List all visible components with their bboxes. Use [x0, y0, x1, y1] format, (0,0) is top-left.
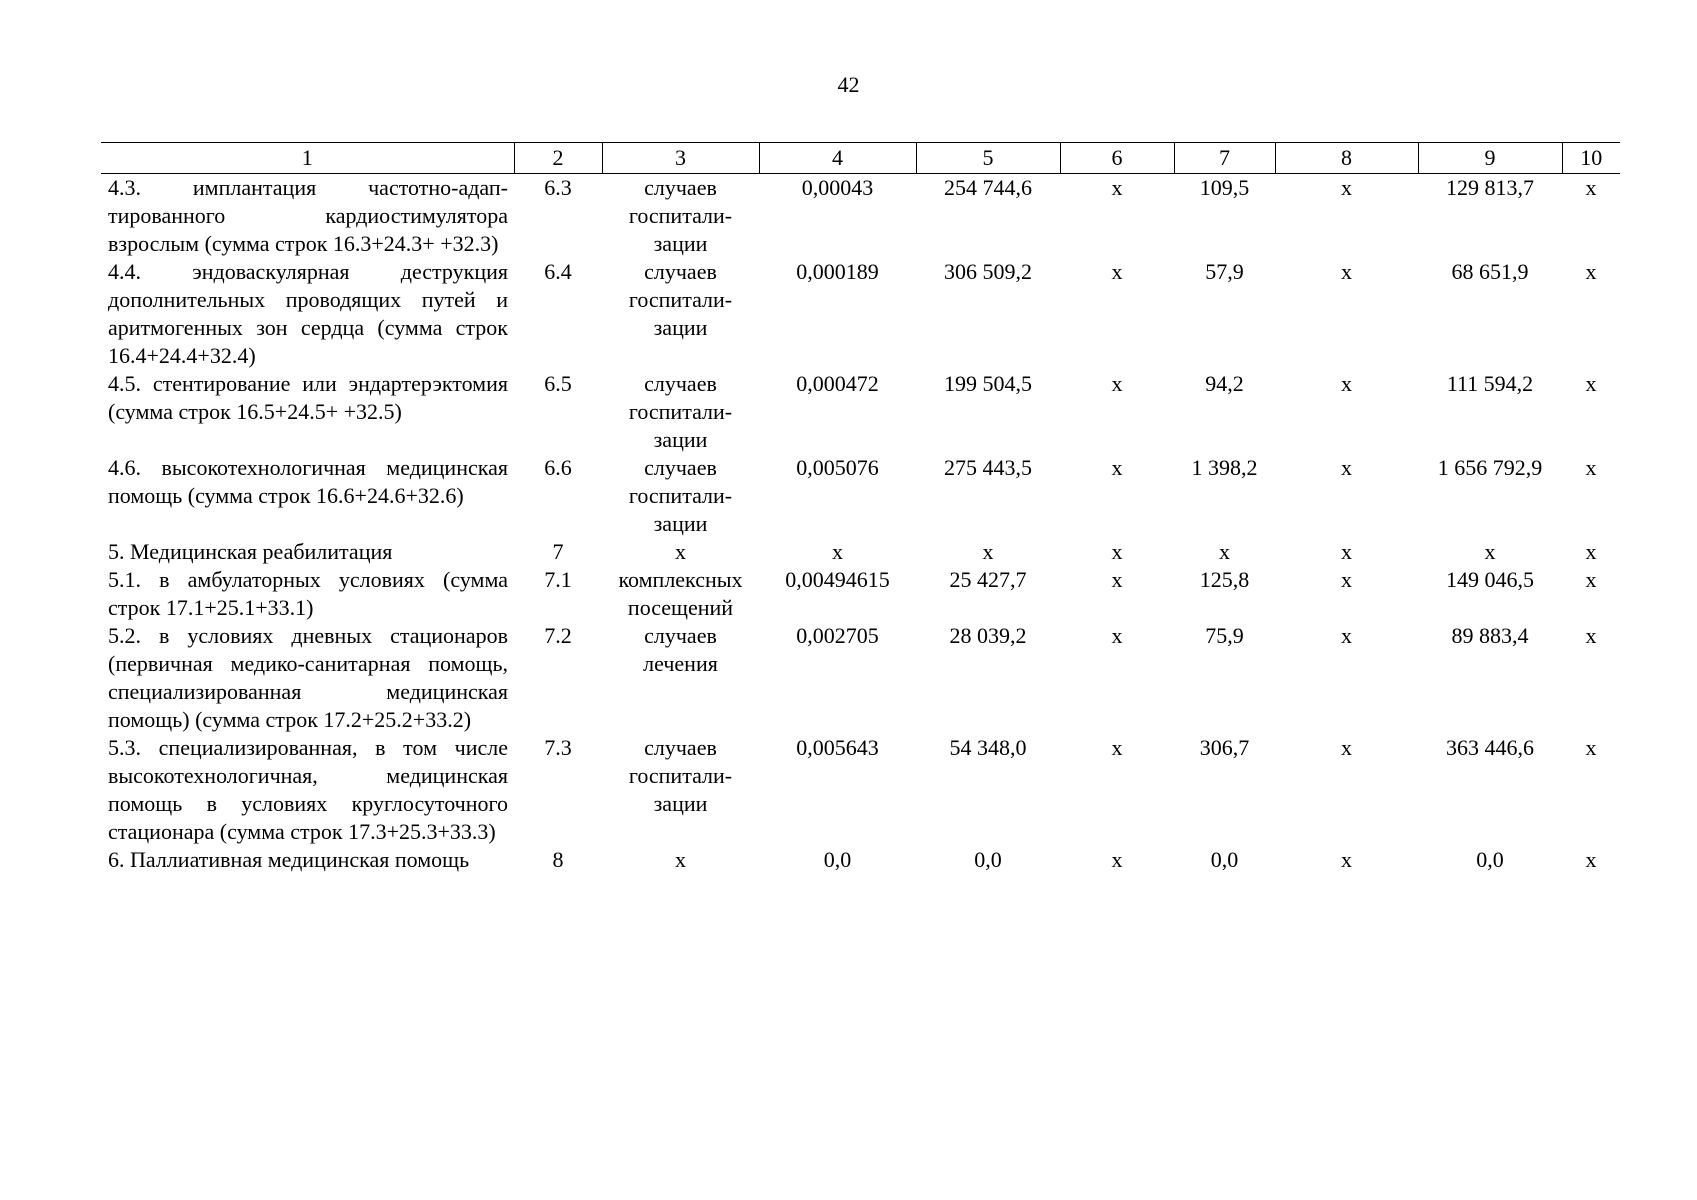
header-row — [101, 143, 1620, 174]
row-col-10: х — [1585, 371, 1597, 396]
row-name: 4.4. эндоваскулярная деструкция дополнительных проводящих путей и аритмогенных зон сердца (сумма строк 16.4+24.4+32.4) — [108, 259, 508, 368]
table-row — [101, 622, 1620, 734]
row-code: 7 — [552, 539, 564, 564]
row-col-10: х — [1585, 847, 1597, 872]
row-col-7: 75,9 — [1205, 623, 1244, 648]
row-col-5: 254 744,6 — [944, 175, 1032, 200]
column-header-3: 3 — [602, 143, 759, 174]
row-col-5: 275 443,5 — [944, 455, 1032, 480]
row-col-7: 109,5 — [1199, 175, 1250, 200]
row-col-5: 28 039,2 — [949, 623, 1027, 648]
row-col-8: х — [1341, 371, 1352, 396]
row-code: 7.2 — [544, 623, 572, 648]
row-col-5: 25 427,7 — [949, 567, 1027, 592]
row-unit: х — [675, 847, 686, 872]
row-code: 7.1 — [544, 567, 572, 592]
row-col-9: 363 446,6 — [1446, 735, 1534, 760]
table-body — [101, 174, 1620, 875]
row-col-10: х — [1585, 259, 1597, 284]
table-row — [101, 454, 1620, 538]
row-col-5: 0,0 — [974, 847, 1002, 872]
row-col-4: 0,005643 — [796, 735, 879, 760]
table-header — [101, 143, 1620, 174]
row-col-8: х — [1341, 259, 1352, 284]
row-col-6: х — [1111, 567, 1123, 592]
row-col-10: х — [1585, 623, 1597, 648]
row-col-10: х — [1585, 455, 1597, 480]
row-col-5: 306 509,2 — [944, 259, 1032, 284]
table-row — [101, 734, 1620, 846]
table-row — [101, 538, 1620, 566]
row-unit: случаев госпитализации — [628, 455, 733, 536]
table-row — [101, 258, 1620, 370]
row-col-9: 129 813,7 — [1446, 175, 1534, 200]
row-col-8: х — [1341, 623, 1352, 648]
row-name: 4.5. стентирование или эндартерэктомия (сумма строк 16.5+24.5+ +32.5) — [108, 371, 508, 424]
row-col-8: х — [1341, 567, 1352, 592]
row-code: 8 — [552, 847, 564, 872]
table-row — [101, 566, 1620, 622]
row-code: 6.5 — [544, 371, 572, 396]
row-col-7: 1 398,2 — [1191, 455, 1258, 480]
row-code: 6.4 — [544, 259, 572, 284]
row-col-4: 0,002705 — [796, 623, 879, 648]
row-col-10: х — [1585, 539, 1597, 564]
row-col-6: х — [1111, 735, 1123, 760]
row-code: 6.3 — [544, 175, 572, 200]
row-col-6: х — [1111, 175, 1123, 200]
table-row — [101, 370, 1620, 454]
row-col-7: х — [1219, 539, 1230, 564]
row-col-7: 94,2 — [1205, 371, 1244, 396]
column-header-5: 5 — [916, 143, 1060, 174]
row-name: 6. Паллиативная медицинская помощь — [108, 847, 470, 872]
column-header-2: 2 — [514, 143, 602, 174]
row-col-5: 199 504,5 — [944, 371, 1032, 396]
row-col-6: х — [1111, 623, 1123, 648]
row-col-8: х — [1341, 455, 1352, 480]
row-col-6: х — [1111, 847, 1123, 872]
row-unit: случаев госпитализации — [628, 735, 733, 816]
row-col-6: х — [1111, 455, 1123, 480]
row-col-6: х — [1111, 259, 1123, 284]
row-col-9: 89 883,4 — [1451, 623, 1529, 648]
row-col-4: 0,00494615 — [785, 567, 890, 592]
row-col-9: 149 046,5 — [1446, 567, 1534, 592]
row-col-10: х — [1585, 567, 1597, 592]
row-col-4: 0,0 — [823, 847, 852, 872]
data-table — [101, 142, 1620, 874]
row-col-4: 0,00043 — [801, 175, 874, 200]
row-name: 5.2. в условиях дневных стационаров (первичная медико-санитарная помощь, специализированная медицинская помощь) (сумма строк 17.2+25.2+33.2) — [108, 623, 508, 732]
row-col-7: 306,7 — [1199, 735, 1250, 760]
row-unit: случаев госпитализации — [628, 259, 733, 340]
page-number: 42 — [837, 72, 860, 97]
row-col-8: х — [1341, 847, 1352, 872]
column-header-6: 6 — [1060, 143, 1174, 174]
row-col-5: х — [982, 539, 994, 564]
row-col-4: 0,000472 — [796, 371, 879, 396]
row-name: 5. Медицинская реабилитация — [108, 539, 393, 564]
row-unit: случаев госпитализации — [628, 175, 733, 256]
row-col-9: х — [1484, 539, 1496, 564]
row-col-7: 0,0 — [1210, 847, 1239, 872]
column-header-9: 9 — [1418, 143, 1562, 174]
row-col-8: х — [1341, 735, 1352, 760]
row-unit: х — [675, 539, 686, 564]
row-col-6: х — [1111, 539, 1123, 564]
row-col-6: х — [1111, 371, 1123, 396]
row-code: 6.6 — [544, 455, 572, 480]
row-col-7: 57,9 — [1205, 259, 1244, 284]
row-name: 5.3. специализированная, в том числе высокотехнологичная, медицинская помощь в условиях круглосуточного стационара (сумма строк 17.3+25.3+33.3) — [108, 735, 508, 844]
column-header-8: 8 — [1275, 143, 1418, 174]
table-row — [101, 174, 1620, 259]
row-name: 5.1. в амбулаторных условиях (сумма строк 17.1+25.1+33.1) — [108, 567, 508, 620]
row-col-5: 54 348,0 — [949, 735, 1027, 760]
row-unit: комплексных посещений — [618, 567, 743, 620]
row-col-9: 0,0 — [1476, 847, 1504, 872]
row-col-10: х — [1585, 175, 1597, 200]
row-col-4: х — [832, 539, 843, 564]
row-unit: случаев госпитализации — [628, 371, 733, 452]
row-name: 4.3. имплантация частотно-адаптированного кардиостимулятора взрослым (сумма строк 16.3+24.3+ +32.3) — [108, 175, 508, 256]
column-header-4: 4 — [759, 143, 916, 174]
row-col-10: х — [1585, 735, 1597, 760]
row-col-8: х — [1341, 175, 1352, 200]
row-col-8: х — [1341, 539, 1352, 564]
row-col-7: 125,8 — [1199, 567, 1250, 592]
row-code: 7.3 — [544, 735, 572, 760]
table-row — [101, 846, 1620, 874]
row-name: 4.6. высокотехнологичная медицинская помощь (сумма строк 16.6+24.6+32.6) — [108, 455, 508, 508]
row-col-9: 111 594,2 — [1446, 371, 1534, 396]
column-header-1: 1 — [101, 143, 514, 174]
row-unit: случаев лечения — [643, 623, 718, 676]
column-header-7: 7 — [1174, 143, 1275, 174]
row-col-9: 68 651,9 — [1451, 259, 1529, 284]
row-col-9: 1 656 792,9 — [1437, 455, 1543, 480]
column-header-10: 10 — [1562, 143, 1620, 174]
row-col-4: 0,005076 — [796, 455, 879, 480]
row-col-4: 0,000189 — [796, 259, 879, 284]
